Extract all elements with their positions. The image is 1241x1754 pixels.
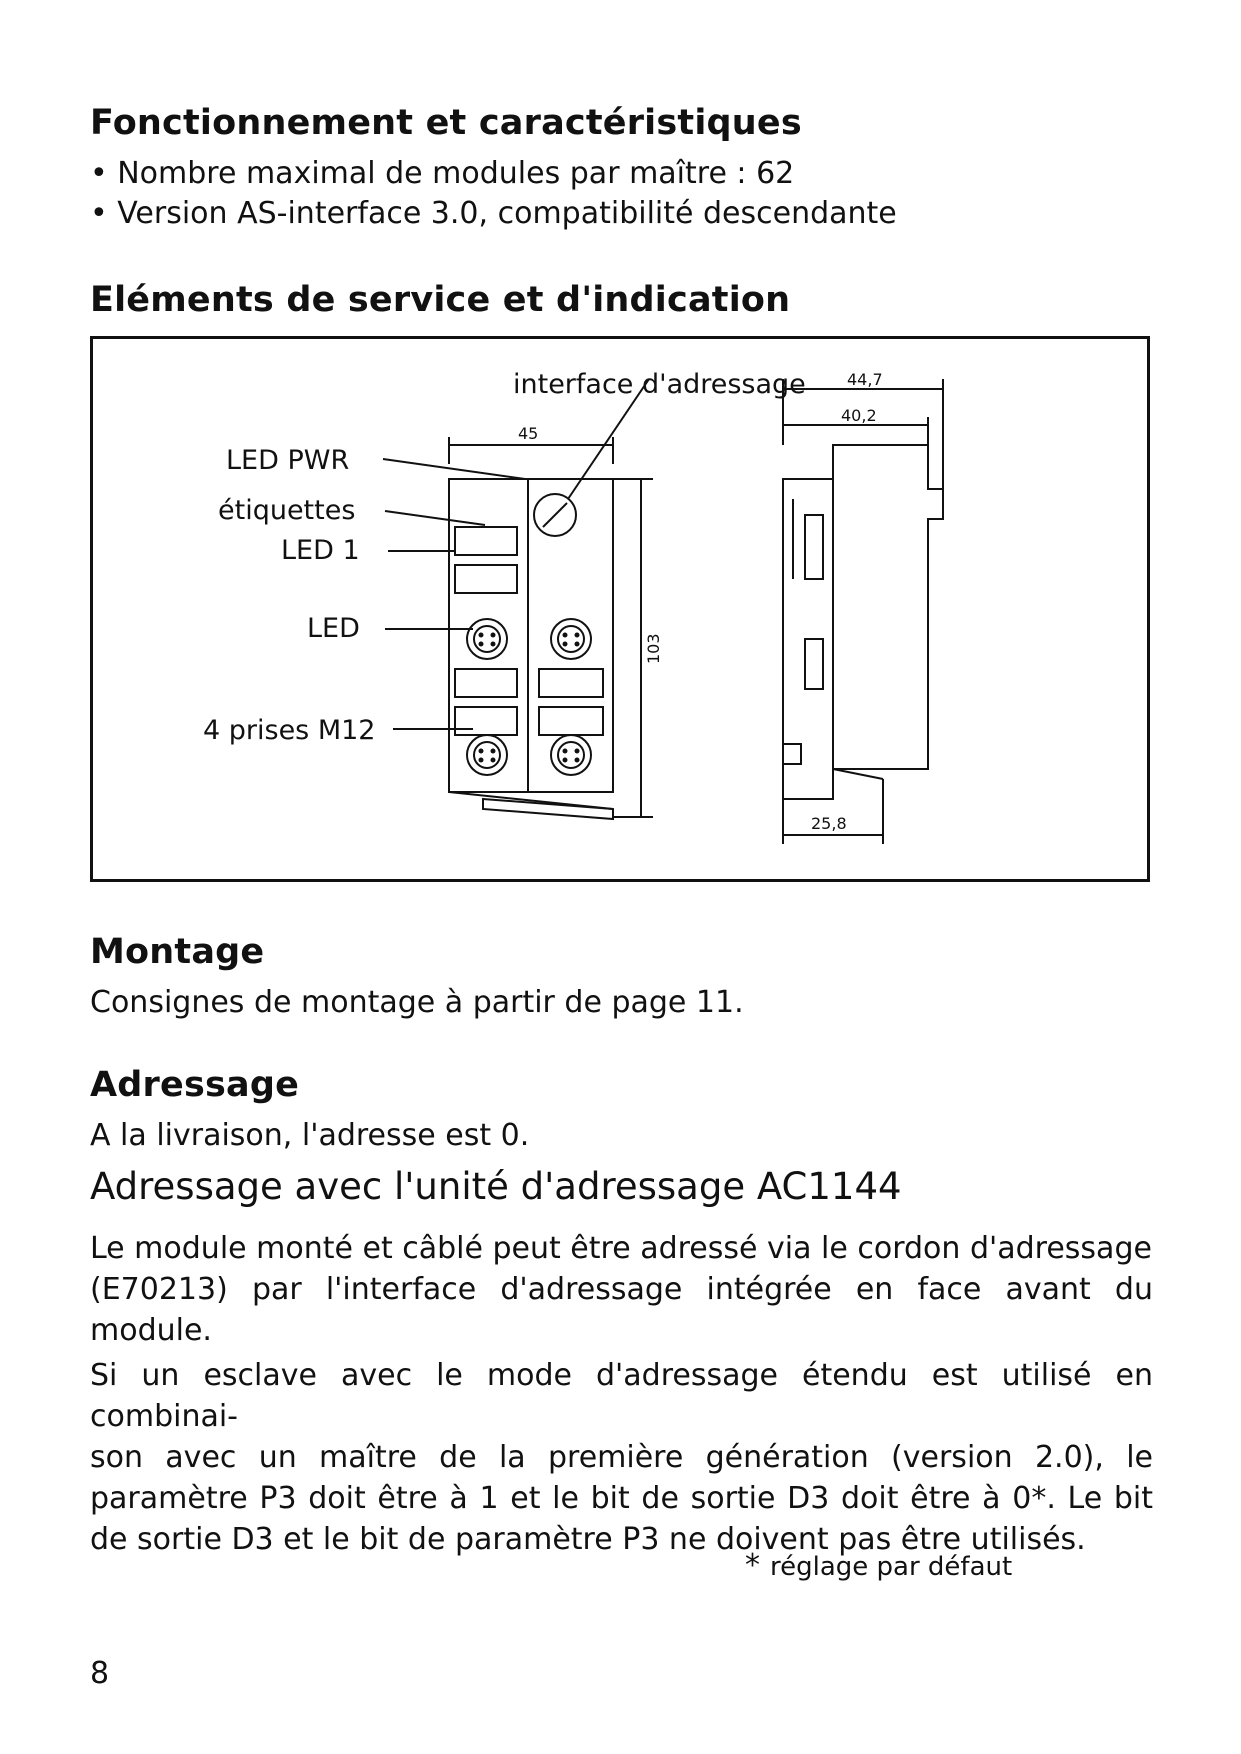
label-led-1: LED 1 — [281, 535, 360, 566]
para2-line-1: Si un esclave avec le mode d'adressage étendu est utilisé en combinai- — [90, 1358, 1153, 1434]
bullet-nombre-modules: • Nombre maximal de modules par maître : 62 — [90, 156, 795, 191]
dim-45: 45 — [518, 424, 539, 443]
footnote-star: * — [745, 1548, 760, 1583]
para1-line-2: (E70213) par l'interface d'adressage intégrée en face avant du module. — [90, 1272, 1153, 1348]
section-title-adressage: Adressage — [90, 1065, 300, 1105]
adressage-text: A la livraison, l'adresse est 0. — [90, 1118, 530, 1153]
page-number: 8 — [90, 1656, 110, 1691]
adressage-paragraph-2 — [90, 1355, 1153, 1560]
dim-103: 103 — [644, 633, 663, 664]
montage-text: Consignes de montage à partir de page 11. — [90, 985, 744, 1020]
module-dimension-figure — [90, 336, 1150, 882]
bullet-version: • Version AS-interface 3.0, compatibilité descendante — [90, 196, 897, 231]
section-title-fonctionnement: Fonctionnement et caractéristiques — [90, 103, 802, 143]
label-led-pwr: LED PWR — [226, 445, 350, 476]
label-led: LED — [307, 613, 360, 644]
section-title-montage: Montage — [90, 932, 265, 972]
para1-line-1: Le module monté et câblé peut être adressé via le cordon d'adressage — [90, 1231, 1152, 1266]
label-prises-m12: 4 prises M12 — [203, 715, 376, 746]
dim-44-7: 44,7 — [847, 370, 883, 389]
footnote — [745, 1548, 1012, 1583]
para2-line-4: de sortie D3 et le bit de paramètre P3 ne doivent pas être utilisés. — [90, 1522, 1086, 1557]
label-interface-adressage: interface d'adressage — [513, 369, 806, 400]
adressage-paragraph-1 — [90, 1228, 1153, 1351]
dim-40-2: 40,2 — [841, 406, 877, 425]
label-etiquettes: étiquettes — [218, 495, 356, 526]
para2-line-2: son avec un maître de la première génération (version 2.0), le — [90, 1440, 1153, 1475]
footnote-text: réglage par défaut — [770, 1552, 1013, 1582]
para2-line-3: paramètre P3 doit être à 1 et le bit de sortie D3 doit être à 0*. Le bit — [90, 1481, 1153, 1516]
side-housing — [783, 445, 943, 799]
dim-25-8: 25,8 — [811, 814, 847, 833]
module-drawing — [93, 339, 1147, 879]
section-title-elements: Eléments de service et d'indication — [90, 280, 791, 320]
adressage-subtitle: Adressage avec l'unité d'adressage AC1144 — [90, 1165, 902, 1208]
